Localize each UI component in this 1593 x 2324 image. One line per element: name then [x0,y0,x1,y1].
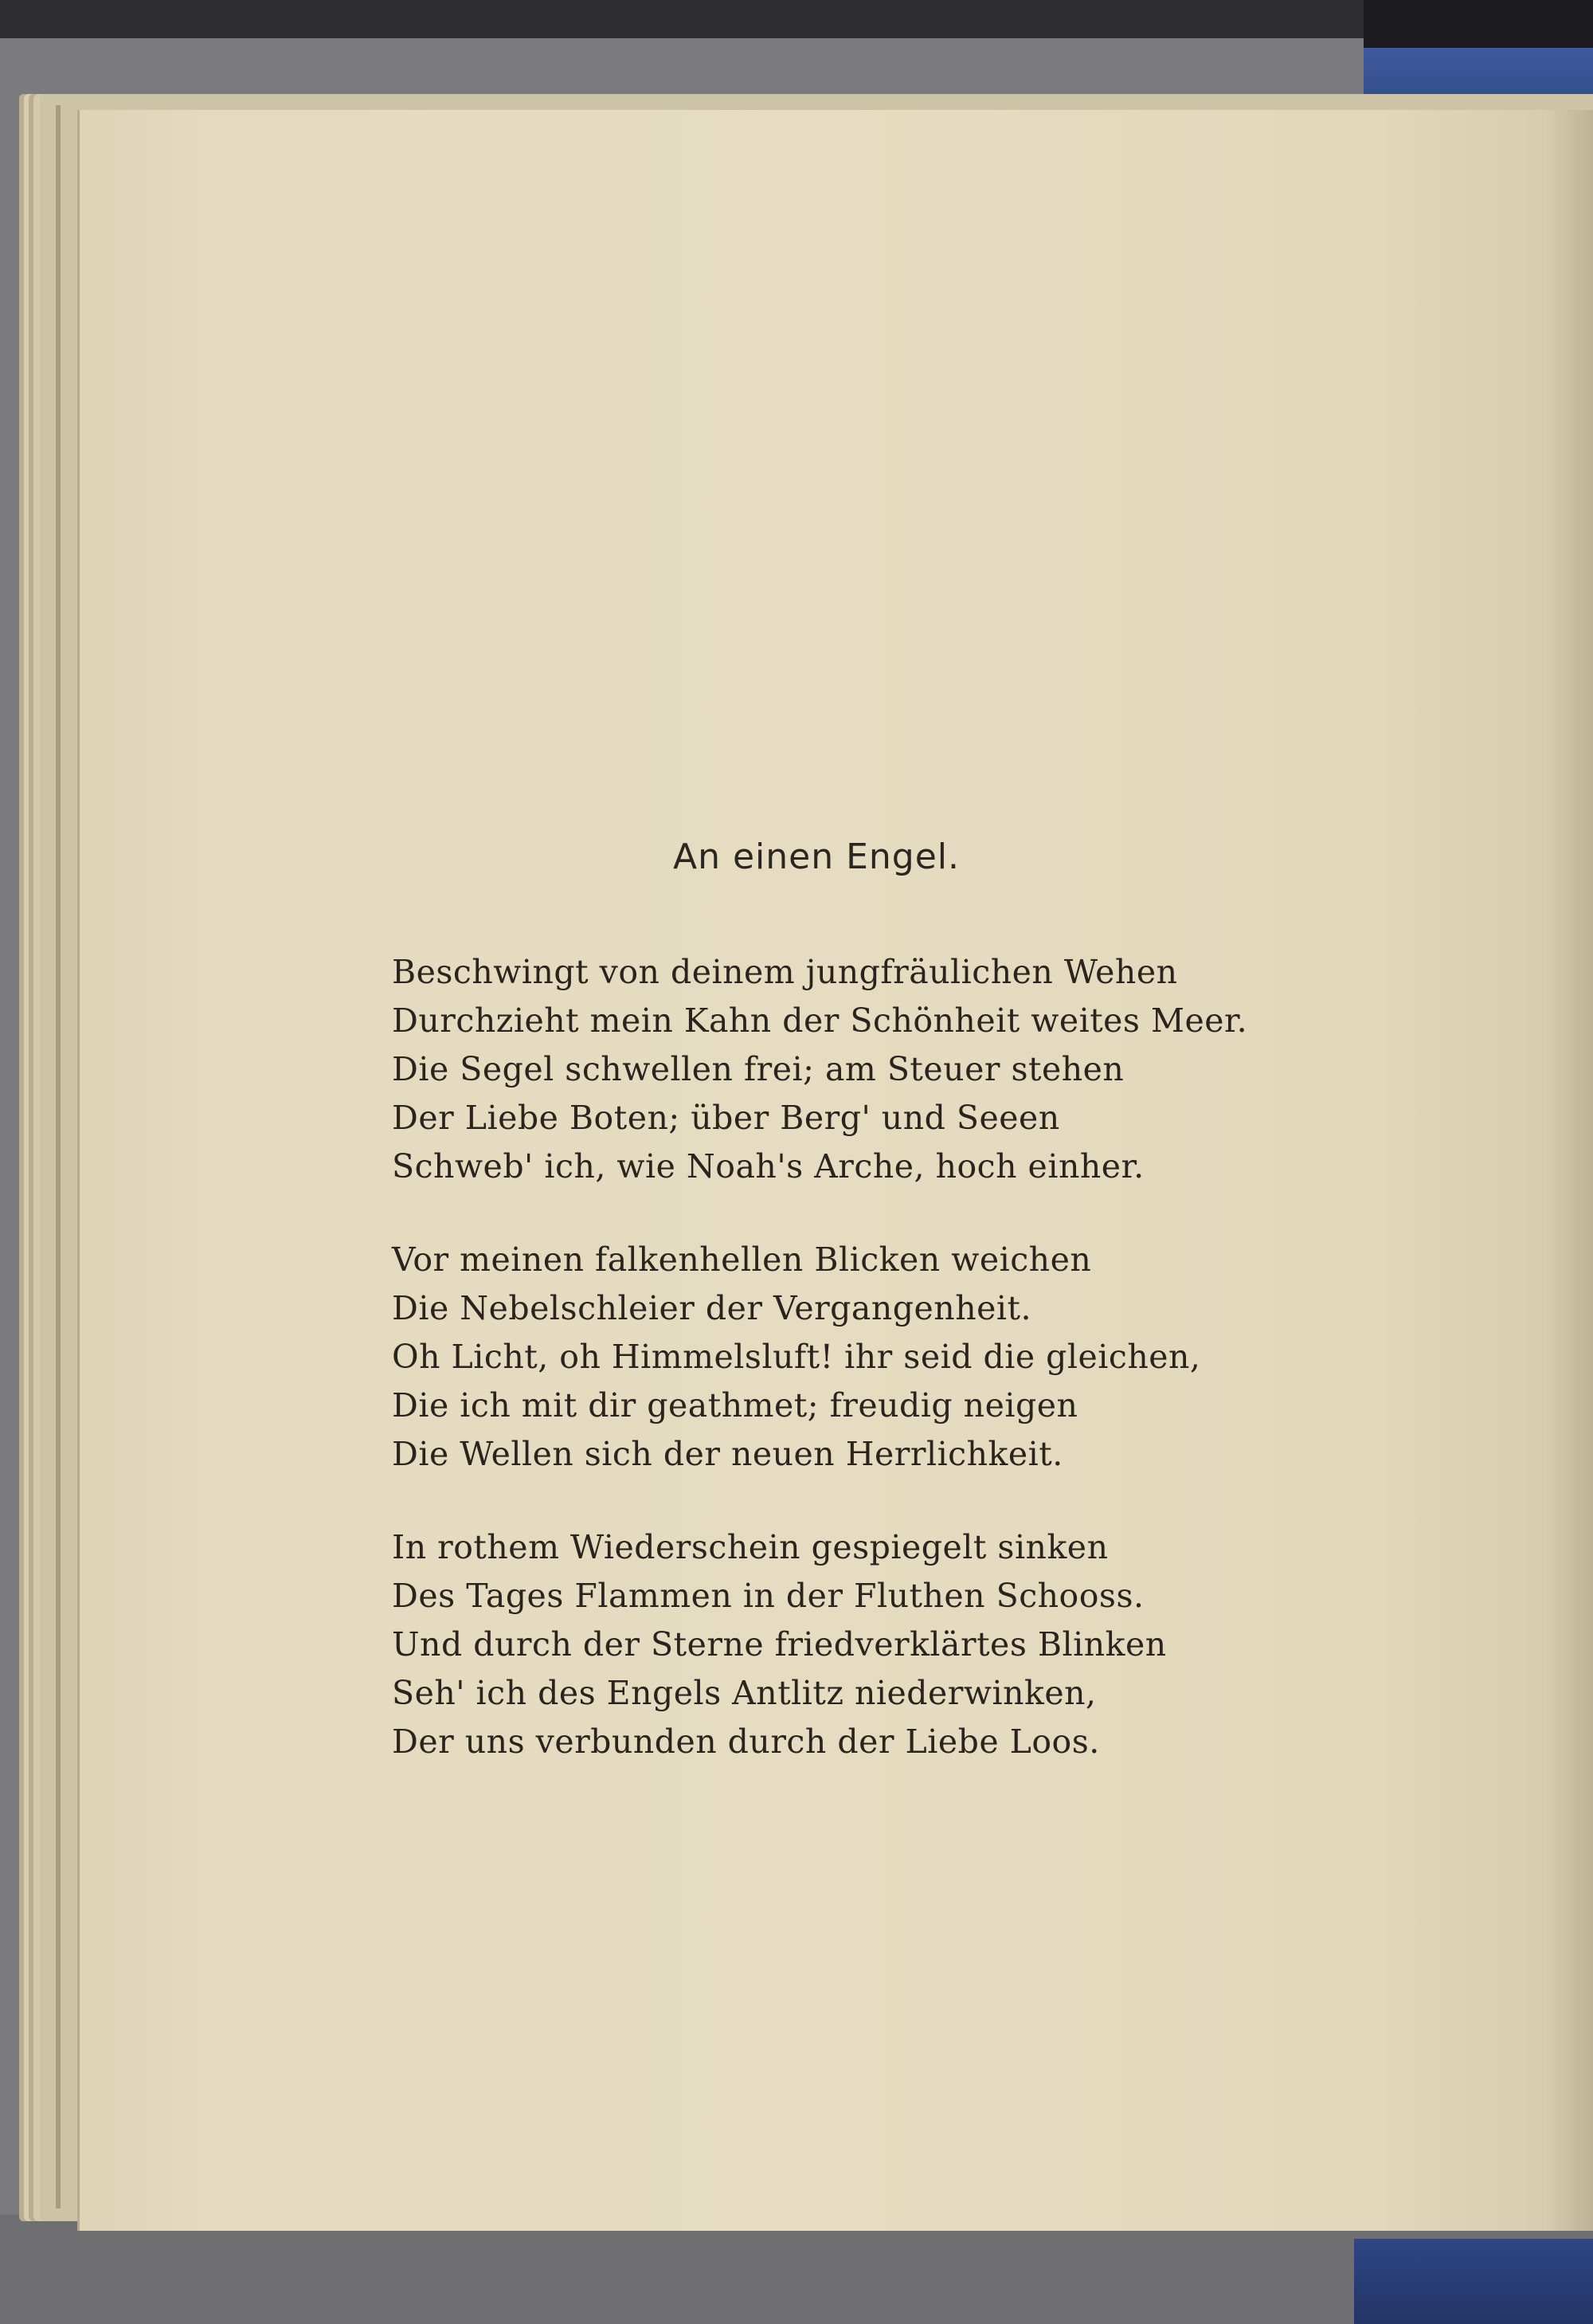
stanza-1 [392,948,1308,1191]
poem-line: Die Nebelschleier der Vergangenheit. [392,1289,1031,1327]
page-stack-line [56,105,61,2208]
poem-line: Der Liebe Boten; über Berg' und Seeen [392,1099,1060,1137]
background-corner [1364,0,1593,48]
poem-body [392,948,1308,1811]
poem-line: Die ich mit dir geathmet; freudig neigen [392,1386,1078,1425]
poem-line: Oh Licht, oh Himmelsluft! ihr seid die gleichen, [392,1338,1201,1376]
poem-line: Beschwingt von deinem jungfräulichen Wehen [392,953,1178,991]
book-cover-bottom-edge [1354,2239,1593,2324]
poem-line: Durchzieht mein Kahn der Schönheit weites Meer. [392,1001,1248,1040]
poem-line: In rothem Wiederschein gespiegelt sinken [392,1528,1109,1566]
page-gutter-shadow [1545,110,1593,2231]
stanza-3 [392,1523,1308,1766]
poem-title: An einen Engel. [673,837,960,877]
poem-line: Die Segel schwellen frei; am Steuer stehen [392,1050,1125,1088]
poem-line: Schweb' ich, wie Noah's Arche, hoch einher. [392,1147,1145,1186]
poem-line: Die Wellen sich der neuen Herrlichkeit. [392,1435,1063,1473]
stanza-2 [392,1236,1308,1479]
poem-line: Seh' ich des Engels Antlitz niederwinken, [392,1674,1097,1712]
poem-line: Des Tages Flammen in der Fluthen Schooss. [392,1577,1145,1615]
poem-line: Der uns verbunden durch der Liebe Loos. [392,1722,1100,1761]
poem-line: Und durch der Sterne friedverklärtes Blinken [392,1625,1167,1664]
poem-line: Vor meinen falkenhellen Blicken weichen [392,1240,1092,1279]
